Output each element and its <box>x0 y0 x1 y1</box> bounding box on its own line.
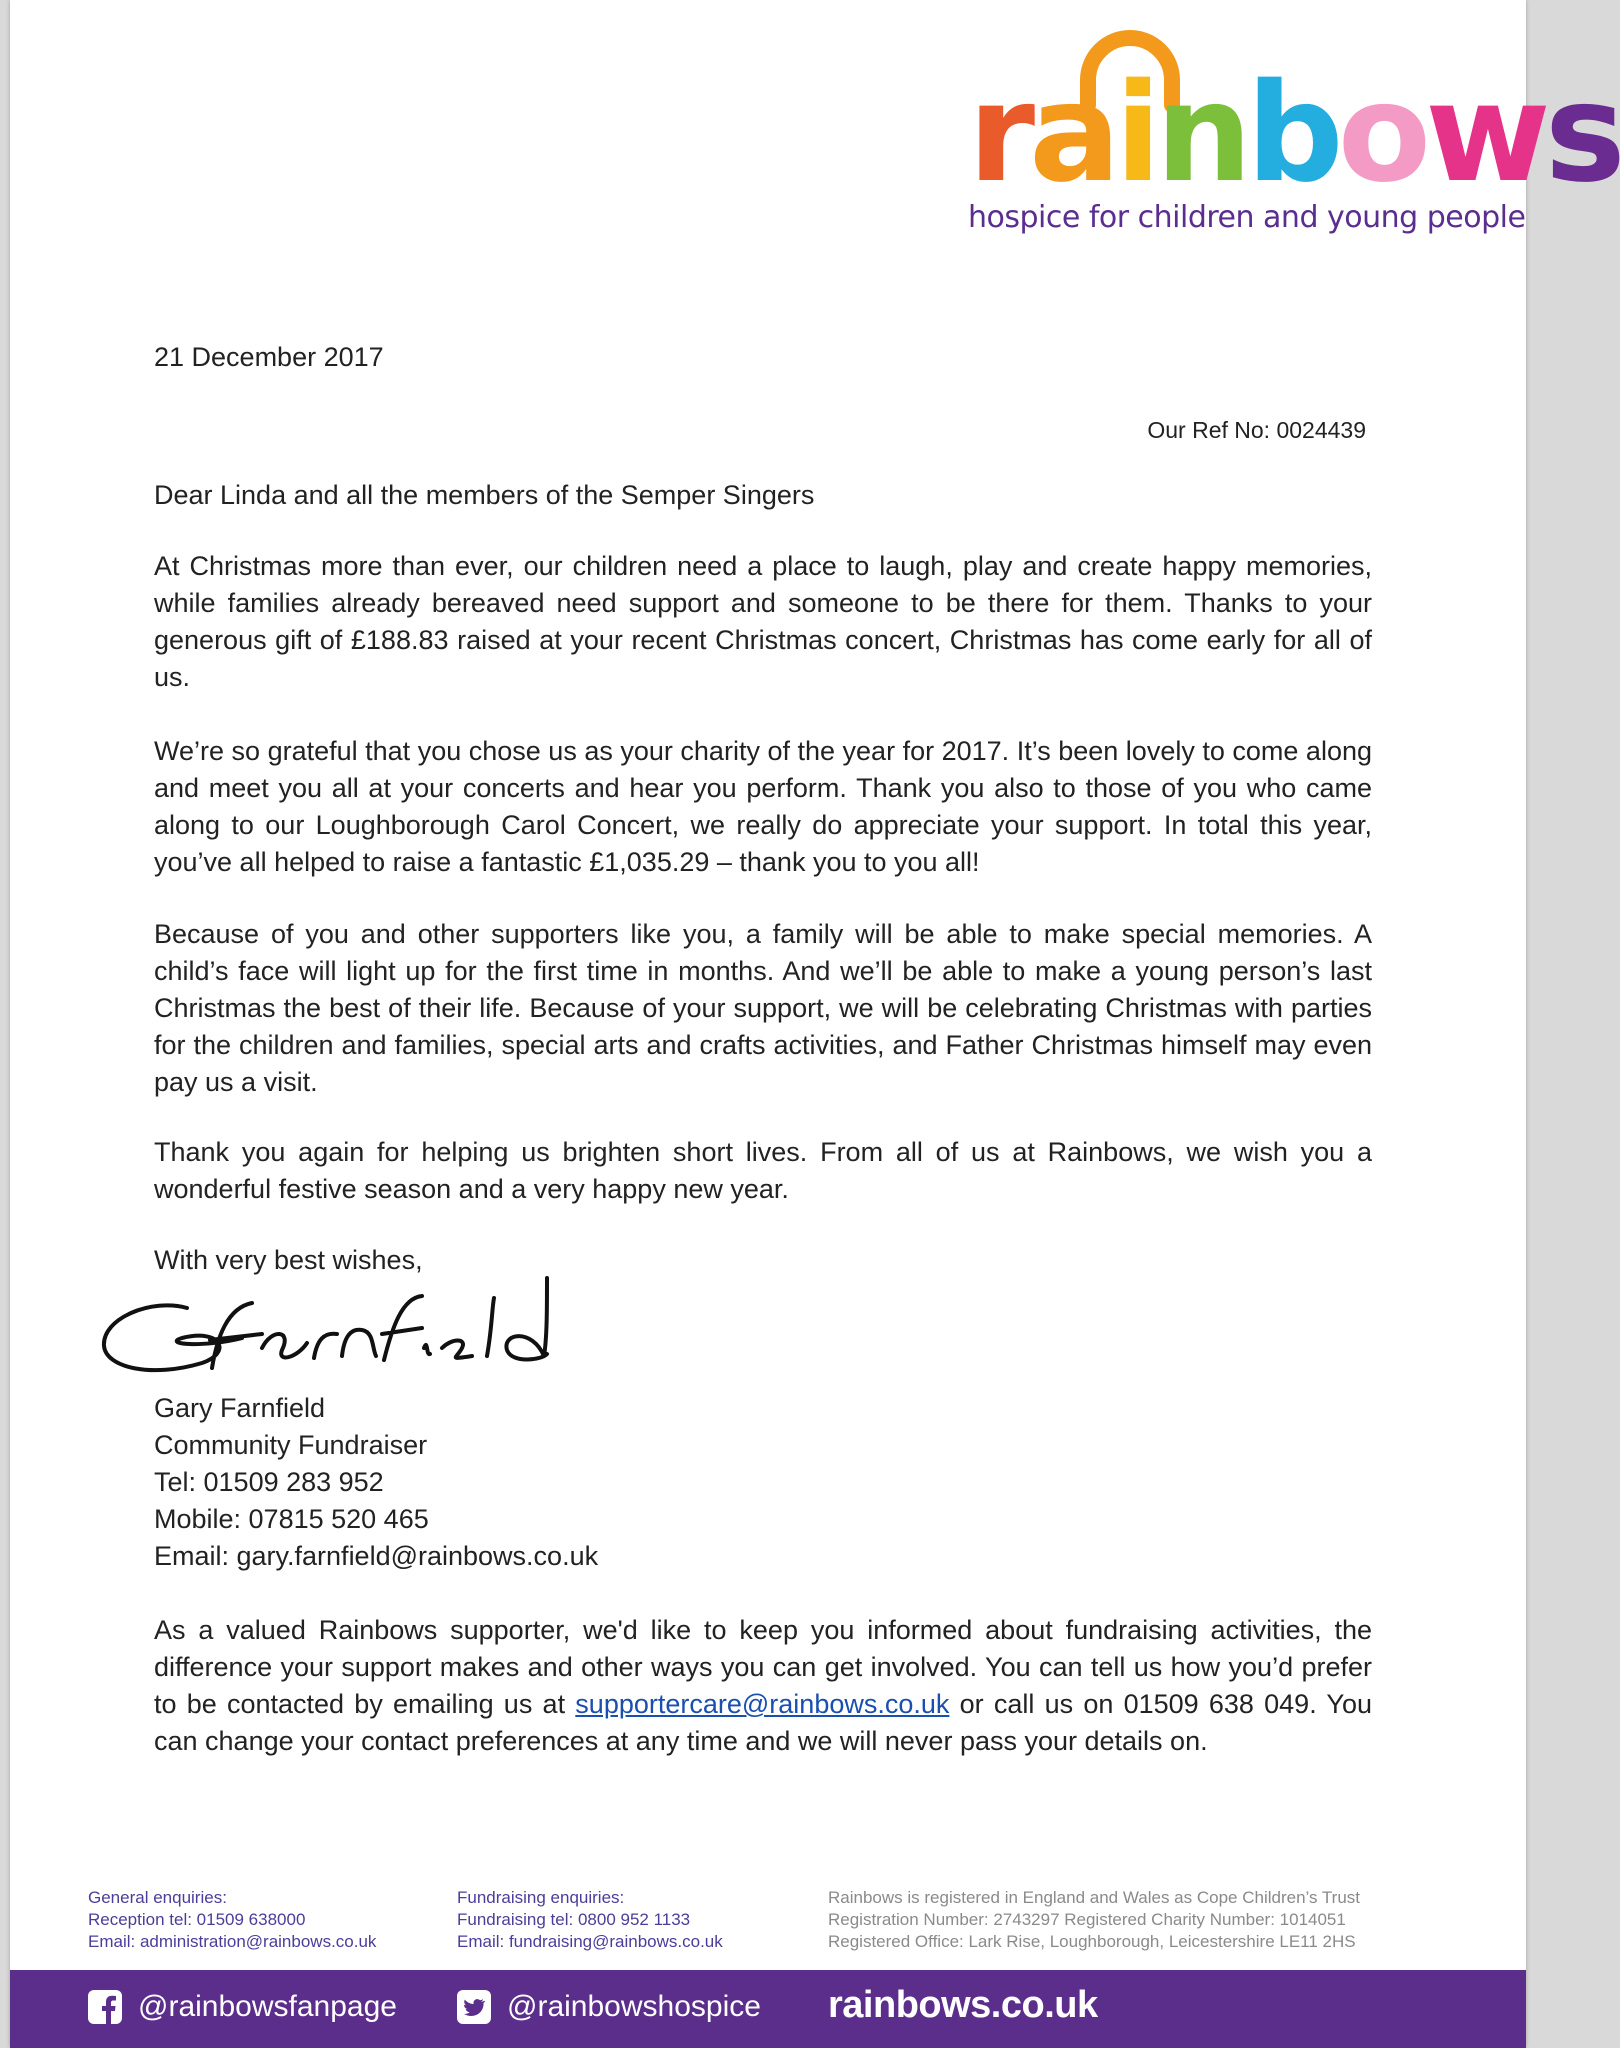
registration-line-3: Registered Office: Lark Rise, Loughborough, Leicestershire LE11 2HS <box>828 1932 1356 1951</box>
letter-page <box>10 0 1620 2048</box>
sender-tel: Tel: 01509 283 952 <box>154 1467 384 1497</box>
privacy-text-end: or call us on 01509 638 049. You can change your contact preferences at any time and we will never pass your details on. <box>154 1689 1372 1756</box>
registration-block <box>828 1887 1360 1953</box>
administration-email: Email: administration@rainbows.co.uk <box>88 1932 377 1951</box>
reference-number: Our Ref No: 0024439 <box>1147 417 1366 443</box>
paragraph-1: At Christmas more than ever, our children need a place to laugh, play and create happy memories, while families already bereaved need support and someone to be there for them. Thanks to your generous gift of £188.83 raised at your recent Christmas concert, Christmas has come early for all of us. <box>154 551 1372 692</box>
twitter-icon <box>457 1990 491 2024</box>
privacy-paragraph <box>154 1612 1372 1760</box>
paragraph-3: Because of you and other supporters like you, a family will be able to make special memories. A child’s face will light up for the first time in months. And we’ll be able to make a young person’s last Christmas the best of their life. Because of your support, we will be celebrating Christmas with parties for the children and families, special arts and crafts activities, and Father Christmas himself may even pay us a visit. <box>154 919 1372 1097</box>
paragraph-4: Thank you again for helping us brighten short lives. From all of us at Rainbows, we wish you a wonderful festive season and a very happy new year. <box>154 1137 1372 1204</box>
facebook-link[interactable] <box>88 1990 397 2024</box>
registration-line-2: Registration Number: 2743297 Registered Charity Number: 1014051 <box>828 1910 1346 1929</box>
logo-letter-1: r <box>968 55 1030 213</box>
facebook-handle: @rainbowsfanpage <box>138 1990 397 2023</box>
sender-email: Email: gary.farnfield@rainbows.co.uk <box>154 1541 599 1571</box>
twitter-handle: @rainbowshospice <box>507 1990 761 2023</box>
twitter-link[interactable] <box>457 1990 761 2024</box>
reception-tel: Reception tel: 01509 638000 <box>88 1910 306 1929</box>
fundraising-enquiries-heading: Fundraising enquiries: <box>457 1888 625 1907</box>
signature <box>92 1268 592 1398</box>
salutation: Dear Linda and all the members of the Semper Singers <box>154 480 815 510</box>
closing: With very best wishes, <box>154 1245 423 1275</box>
fundraising-enquiries-block <box>457 1887 723 1953</box>
fundraising-email: Email: fundraising@rainbows.co.uk <box>457 1932 723 1951</box>
fundraising-tel: Fundraising tel: 0800 952 1133 <box>457 1910 691 1929</box>
rainbows-logo <box>950 10 1620 235</box>
registration-line-1: Rainbows is registered in England and Wales as Cope Children’s Trust <box>828 1888 1360 1907</box>
logo-letter-8: s <box>1544 55 1620 213</box>
footer-social-band <box>10 1970 1526 2048</box>
sender-title: Community Fundraiser <box>154 1430 428 1460</box>
sender-contact-block <box>154 1390 598 1575</box>
logo-wordmark <box>968 55 1620 213</box>
privacy-text-start: As a valued Rainbows supporter, we'd like to keep you informed about fundraising activities, the difference your support makes and other ways you can get involved. You can tell us how you’d prefer to be contacted by emailing us at <box>154 1615 1372 1719</box>
logo-letter-2: a <box>1029 55 1115 213</box>
logo-letter-5: b <box>1246 55 1338 213</box>
logo-letter-6: o <box>1337 55 1426 213</box>
letter-date: 21 December 2017 <box>154 342 384 372</box>
logo-letter-3: i <box>1114 55 1156 213</box>
general-enquiries-block <box>88 1887 376 1953</box>
general-enquiries-heading: General enquiries: <box>88 1888 227 1907</box>
logo-letter-7: w <box>1425 55 1545 213</box>
facebook-icon <box>88 1990 122 2024</box>
sender-mobile: Mobile: 07815 520 465 <box>154 1504 429 1534</box>
paragraph-2: We’re so grateful that you chose us as your charity of the year for 2017. It’s been lovely to come along and meet you all at your concerts and hear you perform. Thank you also to those of you who came along to our Loughborough Carol Concert, we really do appreciate your support. In total this year, you’ve all helped to raise a fantastic £1,035.29 – thank you to you all! <box>154 736 1372 877</box>
website-link[interactable]: rainbows.co.uk <box>828 1984 1098 2026</box>
logo-letter-4: n <box>1155 55 1247 213</box>
logo-tagline: hospice for children and young people <box>968 200 1526 235</box>
supportercare-email-link[interactable]: supportercare@rainbows.co.uk <box>575 1689 950 1719</box>
sender-name: Gary Farnfield <box>154 1393 326 1423</box>
